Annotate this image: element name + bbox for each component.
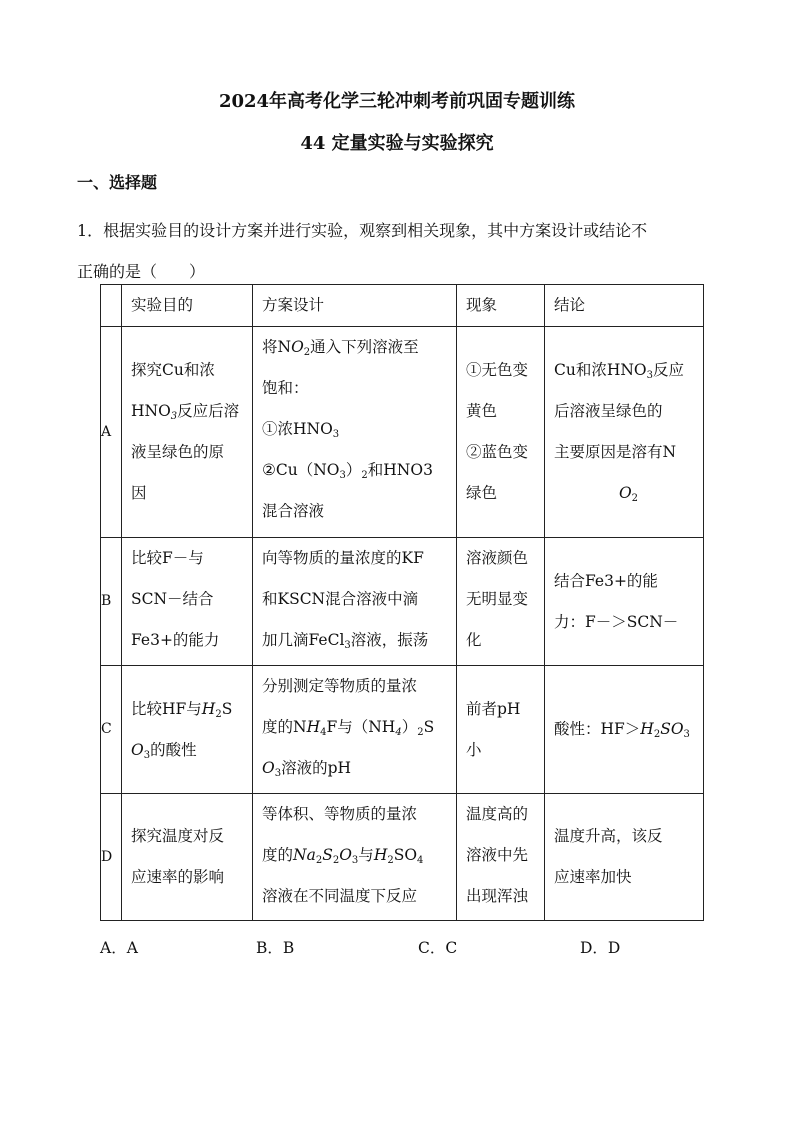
row-label: A: [101, 327, 122, 538]
option-a[interactable]: A．A: [100, 939, 138, 957]
row-label: C: [101, 666, 122, 794]
question-stem: [77, 210, 747, 292]
cell-conclusion: Cu和浓$HNO_3$反应 后溶液呈绿色的 主要原因是溶有N $O_2$: [545, 327, 704, 538]
cell-design: 将$NO_2$通入下列溶液至 饱和： ①浓$HNO_3$ $②Cu(NO_3)_2$和HNO3 混合溶液: [253, 327, 457, 538]
cell-conclusion: 温度升高，该反 应速率加快: [545, 794, 704, 921]
cell-purpose: 比较HF与$H_2S$ $O_3$的酸性: [122, 666, 253, 794]
cell-phenomenon: ①无色变 黄色 ②蓝色变 绿色: [457, 327, 545, 538]
page-subtitle: 44 定量实验与实验探究: [300, 133, 494, 154]
cell-design: 分别测定等物质的量浓 度的$NH_4F$与$(NH_4)_2S$ $O_3$溶液的pH: [253, 666, 457, 794]
header-blank: [101, 285, 122, 327]
table-header-row: [101, 285, 704, 327]
cell-purpose: 探究Cu和浓 $HNO_3$反应后溶 液呈绿色的原 因: [122, 327, 253, 538]
option-c[interactable]: C．C: [418, 939, 458, 957]
row-label: B: [101, 538, 122, 666]
question-line-1: 1．根据实验目的设计方案并进行实验，观察到相关现象，其中方案设计或结论不: [77, 221, 648, 240]
table-row: [101, 794, 704, 921]
experiment-table: [100, 284, 704, 921]
cell-conclusion: 酸性：$HF>H_2SO_3$: [545, 666, 704, 794]
table-row: [101, 666, 704, 794]
table-row: [101, 538, 704, 666]
header-phenomenon: 现象: [457, 285, 545, 327]
cell-purpose: 比较F－与 SCN－结合 Fe3+的能力: [122, 538, 253, 666]
cell-phenomenon: 溶液颜色 无明显变 化: [457, 538, 545, 666]
header-purpose: 实验目的: [122, 285, 253, 327]
page-title: 2024年高考化学三轮冲刺考前巩固专题训练: [218, 91, 576, 112]
cell-purpose: 探究温度对反 应速率的影响: [122, 794, 253, 921]
cell-phenomenon: 前者pH 小: [457, 666, 545, 794]
header-design: 方案设计: [253, 285, 457, 327]
section-heading: 一、选择题: [77, 173, 158, 192]
cell-design: 向等物质的量浓度的KF 和KSCN混合溶液中滴 加几滴FeCl$_3$溶液，振荡: [253, 538, 457, 666]
row-label: D: [101, 794, 122, 921]
cell-phenomenon: 温度高的 溶液中先 出现浑浊: [457, 794, 545, 921]
option-b[interactable]: B．B: [256, 939, 295, 957]
option-d[interactable]: D．D: [580, 939, 621, 957]
cell-design: 等体积、等物质的量浓 度的$Na_2S_2O_3$与$H_2SO_4$ 溶液在不同温度下反应: [253, 794, 457, 921]
header-conclusion: 结论: [545, 285, 704, 327]
cell-conclusion: 结合Fe3+的能 力：F－＞SCN－: [545, 538, 704, 666]
question-line-2: 正确的是（ ）: [77, 262, 206, 281]
table-row: [101, 327, 704, 538]
